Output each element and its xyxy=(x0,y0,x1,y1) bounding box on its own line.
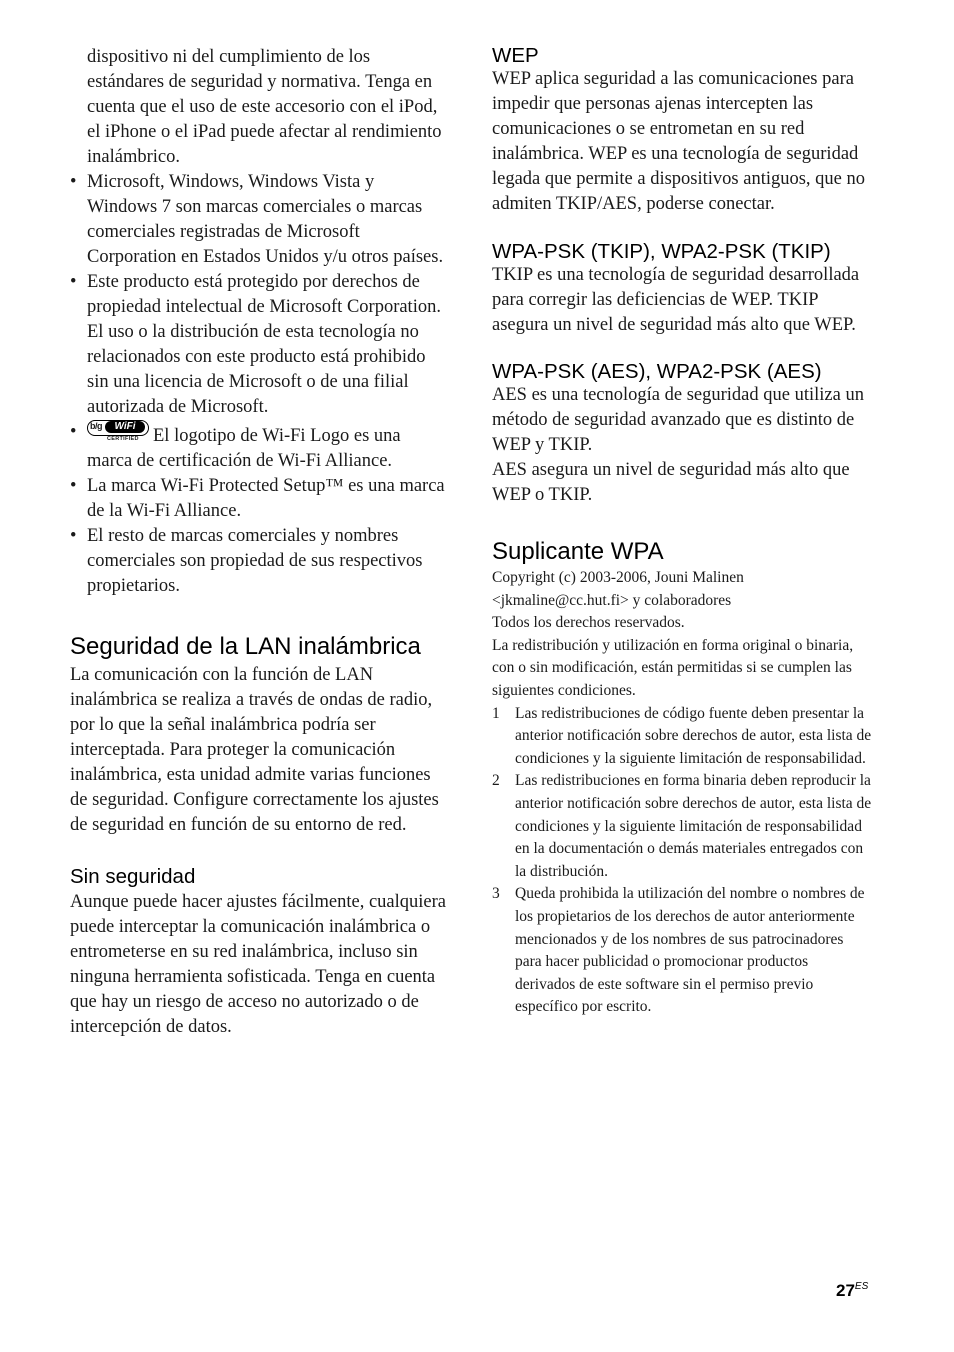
section-title-seguridad: Seguridad de la LAN inalámbrica xyxy=(70,633,421,660)
wifi-certified-logo-icon: b/g WiFi CERTIFIED xyxy=(87,420,149,443)
trademark-list xyxy=(70,170,448,599)
rights-reserved-line: Todos los derechos reservados. xyxy=(492,614,685,632)
list-item: • Microsoft, Windows, Windows Vista y Windows 7 son marcas comerciales o marcas comerciales registradas de Microsoft Corporation en Estados Unidos y/u otros países. xyxy=(70,172,444,267)
paragraph-tkip: TKIP es una tecnología de seguridad desarrollada para corregir las deficiencias de WEP. TKIP asegura un nivel de seguridad más alto que WEP. xyxy=(492,265,860,335)
paragraph-aes-2: AES asegura un nivel de seguridad más alto que WEP o TKIP. xyxy=(492,460,850,505)
bullet-mark: • xyxy=(70,476,77,496)
subheading-tkip: WPA-PSK (TKIP), WPA2-PSK (TKIP) xyxy=(492,240,831,263)
subheading-wep: WEP xyxy=(492,44,539,67)
bullet-mark: • xyxy=(70,526,77,546)
subheading-sin-seguridad: Sin seguridad xyxy=(70,865,196,888)
paragraph-wep: WEP aplica seguridad a las comunicaciones para impedir que personas ajenas intercepten las comunicaciones o se entrometan en su red inalámbrica. WEP es una tecnología de seguridad legada que permite a dispositivos antiguos, que no admiten TKIP/AES, poderse conectar. xyxy=(492,69,866,214)
copyright-line: Copyright (c) 2003-2006, Jouni Malinen <jkmaline@cc.hut.fi> y colaboradores xyxy=(492,569,744,609)
paragraph-sin-seguridad: Aunque puede hacer ajustes fácilmente, cualquiera puede interceptar la comunicación inalámbrica o entrometerse en su red inalámbrica, incluso sin ninguna herramienta sofisticada. Tenga en cuenta que hay un riesgo de acceso no autorizado o de intercepción de datos. xyxy=(70,892,446,1037)
list-item: • b/g WiFi CERTIFIED El logotipo de Wi-Fi Logo es una marca de certificación de Wi-Fi Alliance. xyxy=(70,421,401,471)
list-item: 1 Las redistribuciones de código fuente deben presentar la anterior notificación sobre derechos de autor, esta lista de condiciones y la siguiente limitación de responsabilidad. xyxy=(492,704,872,767)
list-item: • Este producto está protegido por derechos de propiedad intelectual de Microsoft Corporation. El uso o la distribución de esta tecnología no relacionados con este producto está prohibido sin una licencia de Microsoft o de una filial autorizada de Microsoft. xyxy=(70,272,441,417)
page-number: $27^{ES}$ xyxy=(836,1281,869,1300)
bullet-mark: • xyxy=(70,422,77,442)
license-conditions-list xyxy=(492,703,872,1019)
language-suffix: ES xyxy=(854,1281,869,1292)
list-item: • La marca Wi-Fi Protected Setup™ es una marca de la Wi-Fi Alliance. xyxy=(70,476,445,521)
left-column xyxy=(70,45,448,1040)
paragraph-aes-1: AES es una tecnología de seguridad que utiliza un método de seguridad avanzado que es distinto de WEP y TKIP. xyxy=(492,385,864,455)
section-title-suplicante: Suplicante WPA xyxy=(492,538,664,565)
subheading-aes: WPA-PSK (AES), WPA2-PSK (AES) xyxy=(492,360,822,383)
list-item: 3 Queda prohibida la utilización del nombre o nombres de los propietarios de los derechos de autor anteriormente mencionados y de los nombres de sus patrocinadores para hacer publicidad o promocionar productos derivados de este software sin el permiso previo específico por escrito. xyxy=(492,885,865,1016)
bullet-mark: • xyxy=(70,172,77,192)
license-intro-paragraph: La redistribución y utilización en forma original o binaria, con o sin modificación, están permitidas si se cumplen las siguientes condiciones. xyxy=(492,636,854,699)
right-column xyxy=(492,45,872,1019)
list-item: 2 Las redistribuciones en forma binaria deben reproducir la anterior notificación sobre derechos de autor, esta lista de condiciones y la siguiente limitación de responsabilidad en la documentación o demás materiales entregados con la distribución. xyxy=(492,772,872,880)
section-paragraph-seguridad: La comunicación con la función de LAN inalámbrica se realiza a través de ondas de radio, por lo que la señal inalámbrica podría ser interceptada. Para proteger la comunicación inalámbrica, esta unidad admite varias funciones de seguridad. Configure correctamente los ajustes de seguridad en función de su entorno de red. xyxy=(70,665,439,835)
continuation-paragraph: dispositivo ni del cumplimiento de los estándares de seguridad y normativa. Tenga en cuenta que el uso de este accesorio con el iPod, el iPhone o el iPad puede afectar al rendimiento inalámbrico. xyxy=(87,47,442,167)
bullet-mark: • xyxy=(70,272,77,292)
list-item: • El resto de marcas comerciales y nombres comerciales son propiedad de sus respectivos propietarios. xyxy=(70,526,423,596)
